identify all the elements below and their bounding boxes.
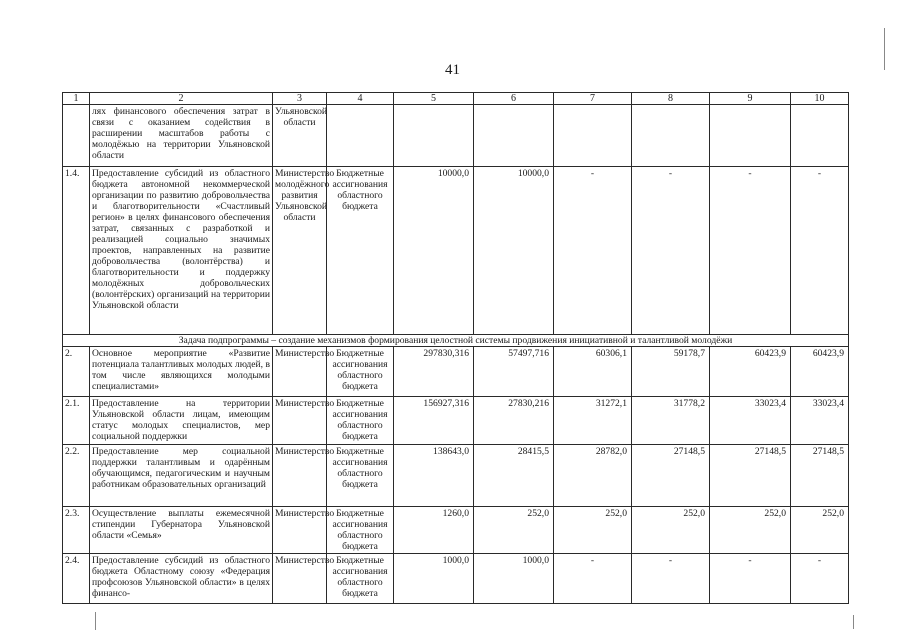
- header-row: [63, 93, 849, 105]
- amount-cell: 252,0: [710, 507, 791, 554]
- funding-source-cell: Бюджетные ассигнования областного бюджета: [327, 554, 394, 604]
- row-number-cell: 2.1.: [63, 397, 90, 445]
- funding-source-cell: Бюджетные ассигнования областного бюджета: [327, 397, 394, 445]
- header-cell: 2: [90, 93, 273, 105]
- header-cell: 8: [632, 93, 710, 105]
- scan-mark: [884, 28, 885, 70]
- header-cell: 4: [327, 93, 394, 105]
- amount-cell: -: [554, 554, 632, 604]
- total-amount-cell: 10000,0: [394, 167, 474, 335]
- task-heading: Задача подпрограммы – создание механизмов формирования целостной системы продвижения инициативной и талантливой молодёжи: [63, 335, 849, 347]
- table-row: [63, 347, 849, 397]
- amount-cell: -: [791, 167, 849, 335]
- header-cell: 9: [710, 93, 791, 105]
- executor-cell: Ульяновской области: [273, 105, 327, 167]
- amount-cell: -: [554, 167, 632, 335]
- page-number: 41: [445, 62, 460, 78]
- total-amount-cell: 1000,0: [394, 554, 474, 604]
- amount-cell: 33023,4: [710, 397, 791, 445]
- table-row: [63, 397, 849, 445]
- row-number-cell: 1.4.: [63, 167, 90, 335]
- table-row: [63, 105, 849, 167]
- total-amount-cell: 1260,0: [394, 507, 474, 554]
- event-name-cell: Предоставление на территории Ульяновской области лицам, имеющим статус молодых специалистов, мер социальной поддержки: [90, 397, 273, 445]
- amount-cell: 10000,0: [474, 167, 554, 335]
- amount-cell: 252,0: [474, 507, 554, 554]
- funding-source-cell: Бюджетные ассигнования областного бюджета: [327, 347, 394, 397]
- funding-source-cell: [327, 105, 394, 167]
- total-amount-cell: [394, 105, 474, 167]
- header-cell: 3: [273, 93, 327, 105]
- amount-cell: -: [710, 554, 791, 604]
- header-cell: 1: [63, 93, 90, 105]
- funding-source-cell: Бюджетные ассигнования областного бюджета: [327, 167, 394, 335]
- executor-cell: Министерство: [273, 397, 327, 445]
- amount-cell: 33023,4: [791, 397, 849, 445]
- program-table: [62, 92, 849, 604]
- amount-cell: 28782,0: [554, 445, 632, 507]
- amount-cell: 252,0: [554, 507, 632, 554]
- event-name-cell: Предоставление мер социальной поддержки талантливым и одарённым обучающимся, педагогическим и научным работникам образовательных организаций: [90, 445, 273, 507]
- row-number-cell: 2.2.: [63, 445, 90, 507]
- scan-mark: [853, 615, 854, 629]
- table-row: [63, 445, 849, 507]
- task-row: [63, 335, 849, 347]
- table-row: [63, 167, 849, 335]
- amount-cell: -: [791, 554, 849, 604]
- header-cell: 10: [791, 93, 849, 105]
- event-name-cell: Осуществление выплаты ежемесячной стипендии Губернатора Ульяновской области «Семья»: [90, 507, 273, 554]
- event-name-cell: Основное мероприятие «Развитие потенциала талантливых молодых людей, в том числе являющихся молодыми специалистами»: [90, 347, 273, 397]
- amount-cell: 252,0: [791, 507, 849, 554]
- amount-cell: 27148,5: [632, 445, 710, 507]
- total-amount-cell: 297830,316: [394, 347, 474, 397]
- amount-cell: [474, 105, 554, 167]
- event-name-cell: Предоставление субсидий из областного бюджета Областному союзу «Федерация профсоюзов Ульяновской области» в целях финансо-: [90, 554, 273, 604]
- amount-cell: [632, 105, 710, 167]
- amount-cell: 27148,5: [710, 445, 791, 507]
- amount-cell: [554, 105, 632, 167]
- amount-cell: 59178,7: [632, 347, 710, 397]
- row-number-cell: [63, 105, 90, 167]
- amount-cell: 27148,5: [791, 445, 849, 507]
- amount-cell: -: [632, 167, 710, 335]
- executor-cell: Министерство: [273, 445, 327, 507]
- scan-mark: [95, 612, 96, 630]
- header-cell: 6: [474, 93, 554, 105]
- amount-cell: 27830,216: [474, 397, 554, 445]
- table-row: [63, 507, 849, 554]
- amount-cell: -: [710, 167, 791, 335]
- amount-cell: 31272,1: [554, 397, 632, 445]
- amount-cell: 28415,5: [474, 445, 554, 507]
- amount-cell: 252,0: [632, 507, 710, 554]
- amount-cell: 57497,716: [474, 347, 554, 397]
- executor-cell: Министерство: [273, 347, 327, 397]
- header-cell: 5: [394, 93, 474, 105]
- amount-cell: 1000,0: [474, 554, 554, 604]
- funding-source-cell: Бюджетные ассигнования областного бюджета: [327, 507, 394, 554]
- row-number-cell: 2.4.: [63, 554, 90, 604]
- executor-cell: Министерство: [273, 554, 327, 604]
- amount-cell: [710, 105, 791, 167]
- executor-cell: Министерство молодёжного развития Ульяновской области: [273, 167, 327, 335]
- event-name-cell: Предоставление субсидий из областного бюджета автономной некоммерческой организации по развитию добровольчества и благотворительности «Счастливый регион» в целях финансового обеспечения затрат, связанных с разработкой и реализацией социально значимых проектов, направленных на развитие добровольчества (волонтёрства) и благотворительности и поддержку молодёжных добровольческих (волонтёрских) организаций на территории Ульяновской области: [90, 167, 273, 335]
- amount-cell: 60306,1: [554, 347, 632, 397]
- table-row: [63, 554, 849, 604]
- row-number-cell: 2.: [63, 347, 90, 397]
- total-amount-cell: 156927,316: [394, 397, 474, 445]
- amount-cell: [791, 105, 849, 167]
- total-amount-cell: 138643,0: [394, 445, 474, 507]
- funding-source-cell: Бюджетные ассигнования областного бюджета: [327, 445, 394, 507]
- row-number-cell: 2.3.: [63, 507, 90, 554]
- event-name-cell: лях финансового обеспечения затрат в связи с оказанием содействия в расширении масштабов работы с молодёжью на территории Ульяновской области: [90, 105, 273, 167]
- header-cell: 7: [554, 93, 632, 105]
- amount-cell: -: [632, 554, 710, 604]
- amount-cell: 60423,9: [710, 347, 791, 397]
- amount-cell: 31778,2: [632, 397, 710, 445]
- executor-cell: Министерство: [273, 507, 327, 554]
- amount-cell: 60423,9: [791, 347, 849, 397]
